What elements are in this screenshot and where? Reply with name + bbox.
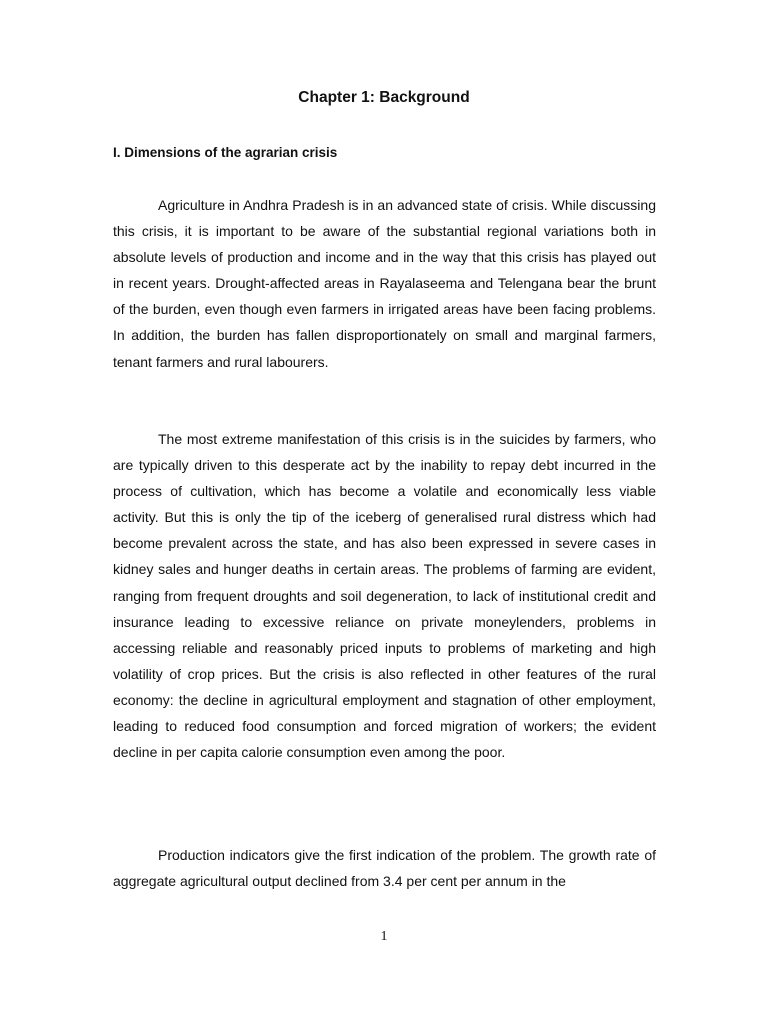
- paragraph-production-indicators: Production indicators give the first indication of the problem. The growth rate of aggregate agricultural output declined from 3.4 per cent per annum in the: [113, 847, 656, 890]
- paragraph-farmer-suicides: The most extreme manifestation of this crisis is in the suicides by farmers, who are typically driven to this desperate act by the inability to repay debt incurred in the process of cultivation, which has become a volatile and economically less viable activity. But this is only the tip of the iceberg of generalised rural distress which had become prevalent across the state, and has also been expressed in severe cases in kidney sales and hunger deaths in certain areas. The problems of farming are evident, ranging from frequent droughts and soil degeneration, to lack of institutional credit and insurance leading to excessive reliance on private moneylenders, problems in accessing reliable and reasonably priced inputs to problems of marketing and high volatility of crop prices. But the crisis is also reflected in other features of the rural economy: the decline in agricultural employment and stagnation of other employment, leading to reduced food consumption and forced migration of workers; the evident decline in per capita calorie consumption even among the poor.: [113, 431, 656, 761]
- paragraph-regional-variations: Agriculture in Andhra Pradesh is in an advanced state of crisis. While discussing this crisis, it is important to be aware of the substantial regional variations both in absolute levels of production and income and in the way that this crisis has played out in recent years. Drought-affected areas in Rayalaseema and Telengana bear the brunt of the burden, even though even farmers in irrigated areas have been facing problems. In addition, the burden has fallen disproportionately on small and marginal farmers, tenant farmers and rural labourers.: [113, 197, 656, 370]
- page-number: 1: [380, 929, 388, 944]
- section-heading: I. Dimensions of the agrarian crisis: [113, 145, 338, 160]
- chapter-title: Chapter 1: Background: [298, 89, 470, 106]
